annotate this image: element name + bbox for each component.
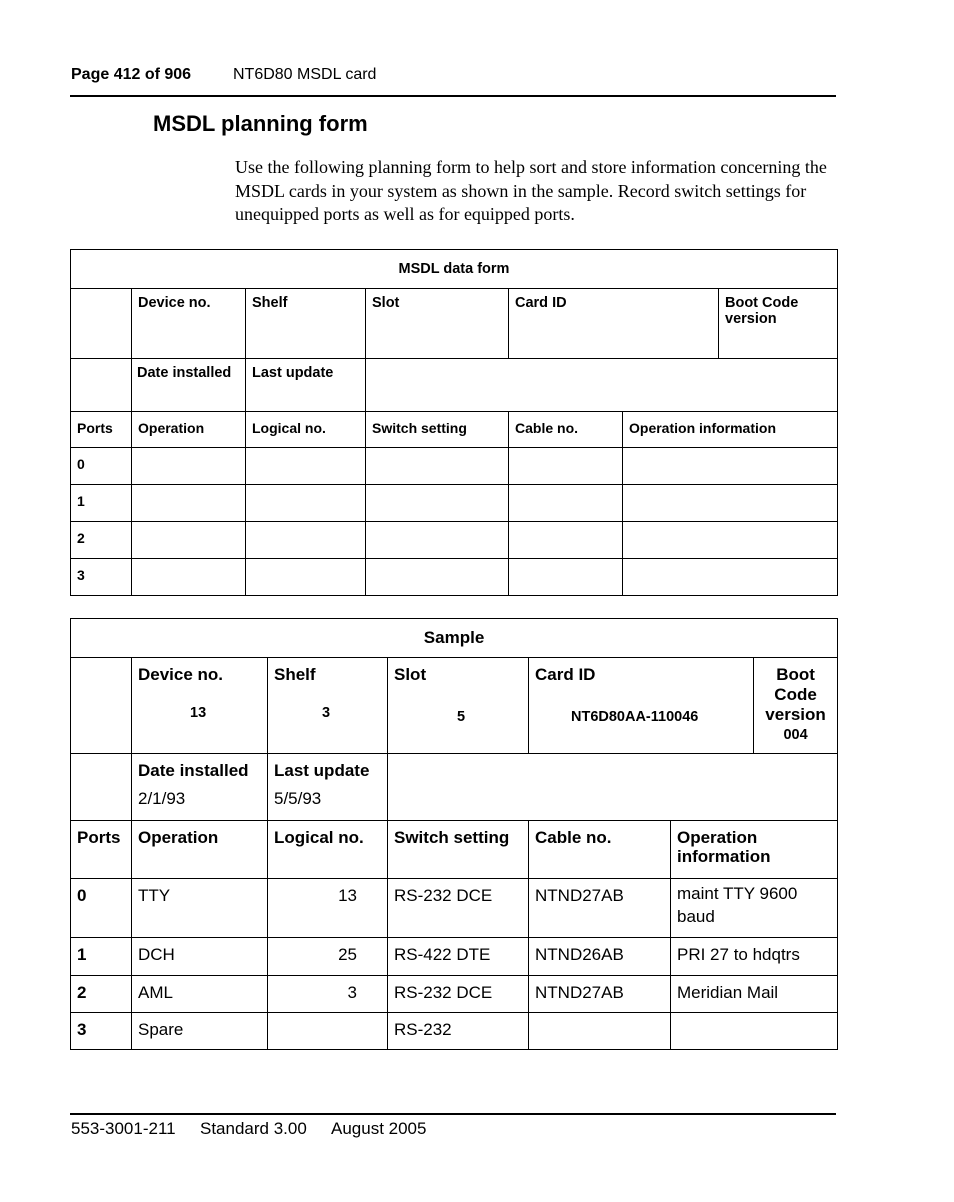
device-no-cell (132, 658, 268, 754)
table-cell (366, 448, 509, 485)
port-number: 1 (71, 938, 132, 976)
empty-cell (71, 754, 132, 821)
col-header-ports: Ports (71, 412, 132, 448)
table-cell (623, 522, 838, 559)
cable-no-cell (529, 1013, 671, 1050)
footer-doc-number: 553-3001-211 (71, 1119, 176, 1138)
last-update-cell (268, 754, 388, 821)
operation-info-cell (671, 1013, 838, 1050)
msdl-data-form-table (70, 249, 838, 596)
operation-cell: AML (132, 976, 268, 1013)
sample-caption: Sample (71, 619, 838, 658)
table-cell (623, 485, 838, 522)
col-header-ports: Ports (71, 821, 132, 879)
empty-cell (71, 658, 132, 754)
operation-info-cell: Meridian Mail (671, 976, 838, 1013)
slot-cell (388, 658, 529, 754)
operation-cell: TTY (132, 879, 268, 938)
device-no-label: Device no. (132, 289, 246, 359)
table-cell (132, 522, 246, 559)
shelf-value: 3 (322, 705, 331, 721)
slot-label: Slot (394, 665, 427, 684)
logical-no-cell: 13 (268, 879, 388, 938)
col-header-cable: Cable no. (529, 821, 671, 879)
table-cell (509, 485, 623, 522)
shelf-label: Shelf (246, 289, 366, 359)
footer-standard: Standard 3.00 (200, 1119, 307, 1138)
table-cell (132, 485, 246, 522)
table-cell (246, 485, 366, 522)
table-cell (623, 448, 838, 485)
operation-cell: Spare (132, 1013, 268, 1050)
shelf-label: Shelf (274, 665, 316, 684)
device-no-label: Device no. (138, 665, 224, 684)
operation-info-cell: maint TTY 9600 baud (671, 879, 838, 938)
col-header-logical: Logical no. (246, 412, 366, 448)
switch-setting-cell: RS-232 DCE (388, 976, 529, 1013)
boot-code-label: Boot Code version (765, 665, 826, 724)
table-cell (366, 522, 509, 559)
port-number: 2 (71, 976, 132, 1013)
cable-no-cell: NTND27AB (529, 976, 671, 1013)
switch-setting-cell: RS-232 (388, 1013, 529, 1050)
col-header-operation: Operation (132, 821, 268, 879)
table-cell (509, 522, 623, 559)
footer-date: August 2005 (331, 1119, 427, 1138)
card-id-value: NT6D80AA-110046 (571, 709, 699, 725)
header-rule (70, 95, 836, 97)
date-installed-label: Date installed (132, 359, 246, 412)
col-header-info: Operation information (623, 412, 838, 448)
table-cell (366, 559, 509, 596)
date-installed-value: 2/1/93 (138, 789, 186, 808)
device-no-value: 13 (190, 705, 207, 721)
page-number: Page 412 of 906 (71, 66, 192, 83)
card-id-label: Card ID (509, 289, 719, 359)
logical-no-cell: 3 (268, 976, 388, 1013)
table-cell (366, 485, 509, 522)
col-header-logical: Logical no. (268, 821, 388, 879)
port-number: 1 (71, 485, 132, 522)
table-cell (509, 559, 623, 596)
date-installed-label: Date installed (138, 761, 249, 780)
slot-value: 5 (457, 709, 466, 725)
empty-cell (71, 289, 132, 359)
col-header-cable: Cable no. (509, 412, 623, 448)
operation-cell: DCH (132, 938, 268, 976)
slot-label: Slot (366, 289, 509, 359)
running-title: NT6D80 MSDL card (233, 66, 377, 83)
table-cell (132, 559, 246, 596)
boot-code-cell (754, 658, 838, 754)
port-number: 0 (71, 448, 132, 485)
data-form-caption: MSDL data form (71, 250, 838, 289)
cable-no-cell: NTND26AB (529, 938, 671, 976)
port-number: 3 (71, 559, 132, 596)
last-update-label: Last update (274, 761, 370, 780)
footer-rule (70, 1113, 836, 1115)
table-cell (246, 448, 366, 485)
logical-no-cell (268, 1013, 388, 1050)
sample-table (70, 618, 838, 1050)
boot-code-label: Boot Code version (719, 289, 838, 359)
table-cell (623, 559, 838, 596)
col-header-operation: Operation (132, 412, 246, 448)
empty-cell (366, 359, 838, 412)
date-installed-cell (132, 754, 268, 821)
switch-setting-cell: RS-422 DTE (388, 938, 529, 976)
col-header-switch: Switch setting (388, 821, 529, 879)
cable-no-cell: NTND27AB (529, 879, 671, 938)
last-update-value: 5/5/93 (274, 789, 322, 808)
port-number: 0 (71, 879, 132, 938)
section-title: MSDL planning form (153, 111, 368, 136)
table-cell (509, 448, 623, 485)
table-cell (246, 559, 366, 596)
port-number: 2 (71, 522, 132, 559)
boot-code-value: 004 (783, 727, 808, 743)
card-id-label: Card ID (535, 665, 596, 684)
col-header-info: Operation information (671, 821, 838, 879)
col-header-switch: Switch setting (366, 412, 509, 448)
card-id-cell (529, 658, 754, 754)
table-cell (132, 448, 246, 485)
last-update-label: Last update (246, 359, 366, 412)
switch-setting-cell: RS-232 DCE (388, 879, 529, 938)
empty-cell (71, 359, 132, 412)
intro-paragraph: Use the following planning form to help sort and store information concerning the MSDL cards in your system as shown in the sample. Record switch settings for unequipped ports as well as for equipped ports. (235, 157, 827, 224)
empty-cell (388, 754, 838, 821)
operation-info-cell: PRI 27 to hdqtrs (671, 938, 838, 976)
port-number: 3 (71, 1013, 132, 1050)
table-cell (246, 522, 366, 559)
logical-no-cell: 25 (268, 938, 388, 976)
shelf-cell (268, 658, 388, 754)
